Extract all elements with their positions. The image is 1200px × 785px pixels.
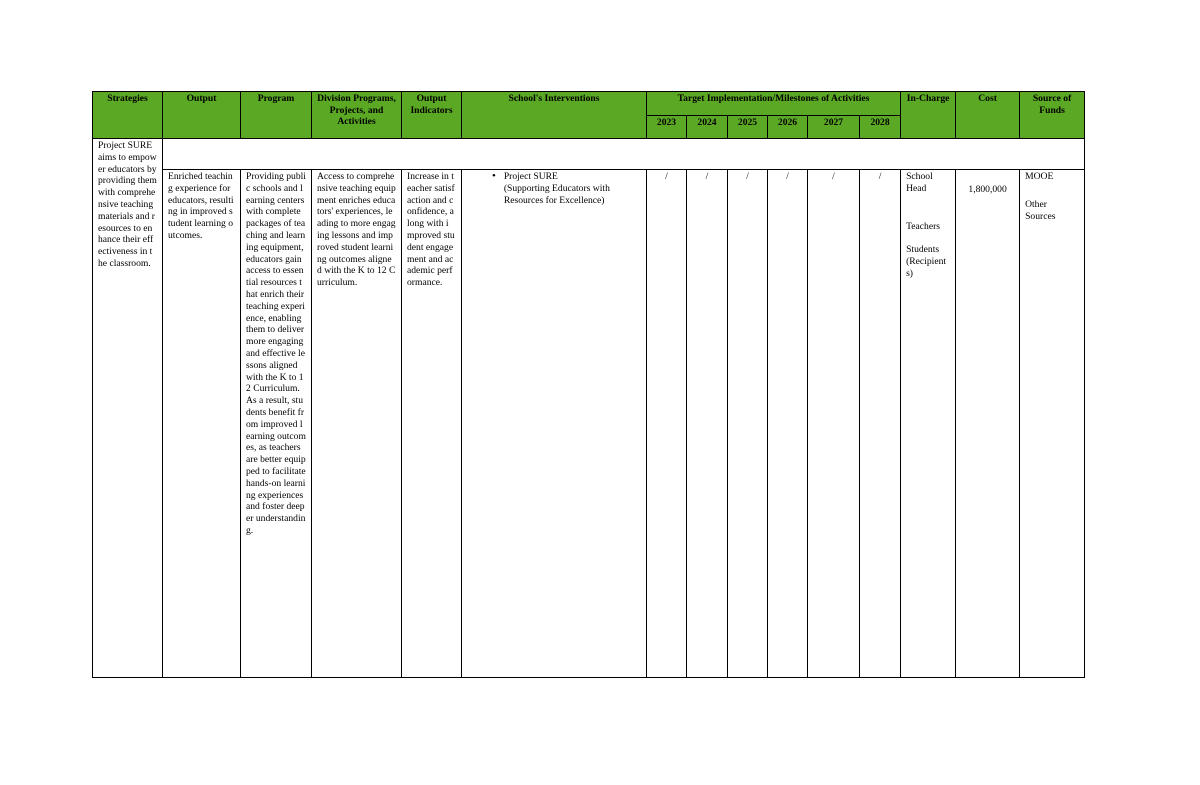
header-year-2024: 2024 [687, 116, 728, 139]
header-program: Program [241, 92, 312, 139]
header-year-2028: 2028 [860, 116, 901, 139]
action-plan-table [92, 91, 1085, 678]
year-mark-2023: / [647, 170, 687, 678]
year-mark-2027: / [808, 170, 860, 678]
year-mark-2028: / [860, 170, 901, 678]
header-row [93, 92, 1085, 116]
year-mark-2026: / [768, 170, 808, 678]
header-output: Output [163, 92, 241, 139]
fund-mooe: MOOE [1025, 171, 1054, 182]
strategy-row-spacer [163, 139, 1085, 170]
header-year-2027: 2027 [808, 116, 860, 139]
bullet-icon: • [492, 170, 496, 182]
header-source-of-funds: Source of Funds [1020, 92, 1085, 139]
in-charge-cell [901, 170, 956, 678]
funds-cell [1020, 170, 1085, 678]
intervention-detail: (Supporting Educators with Resources for Excellence) [503, 182, 610, 206]
fund-other-sources: Other Sources [1025, 198, 1056, 222]
header-year-2023: 2023 [647, 116, 687, 139]
header-year-2025: 2025 [728, 116, 768, 139]
table-row [93, 170, 1085, 678]
in-charge-students: Students (Recipients) [906, 244, 947, 279]
program-cell: Providing public schools and learning centers with complete packages of teaching and learning equipment, educators gain access to essential resources that enrich their teaching experience, enabling them to deliver more engaging and effective lessons aligned with the K to 12 Curriculum. As a result, students benefit from improved learning outcomes, as teachers are better equipped to facilitate hands-on learning experiences and foster deeper understanding. [241, 170, 312, 678]
header-school-interventions: School's Interventions [462, 92, 647, 139]
strategy-row [93, 139, 1085, 170]
in-charge-teachers: Teachers [906, 220, 941, 232]
division-cell: Access to comprehensive teaching equipment enriches educators' experiences, leading to more engaging lessons and improved student learning outcomes aligned with the K to 12 Curriculum. [312, 170, 402, 678]
header-target-implementation: Target Implementation/Milestones of Activities [647, 92, 901, 116]
header-output-indicators: Output Indicators [402, 92, 462, 139]
header-division-programs: Division Programs, Projects, and Activities [312, 92, 402, 139]
cost-cell [956, 170, 1020, 678]
year-mark-2024: / [687, 170, 728, 678]
header-cost: Cost [956, 92, 1020, 139]
interventions-cell [462, 170, 647, 678]
indicators-cell: Increase in teacher satisfaction and confidence, along with improved student engagement and academic performance. [402, 170, 462, 678]
strategy-cell: Project SURE aims to empower educators by providing them with comprehensive teaching materials and resources to enhance their effectiveness in the classroom. [93, 139, 163, 678]
cost-value: 1,800,000 [968, 184, 1007, 195]
header-strategies: Strategies [93, 92, 163, 139]
in-charge-school-head: School Head [906, 171, 933, 194]
header-year-2026: 2026 [768, 116, 808, 139]
year-mark-2025: / [728, 170, 768, 678]
intervention-title: Project SURE [503, 171, 558, 182]
output-cell: Enriched teaching experience for educators, resulting in improved student learning outcomes. [163, 170, 241, 678]
header-in-charge: In-Charge [901, 92, 956, 139]
